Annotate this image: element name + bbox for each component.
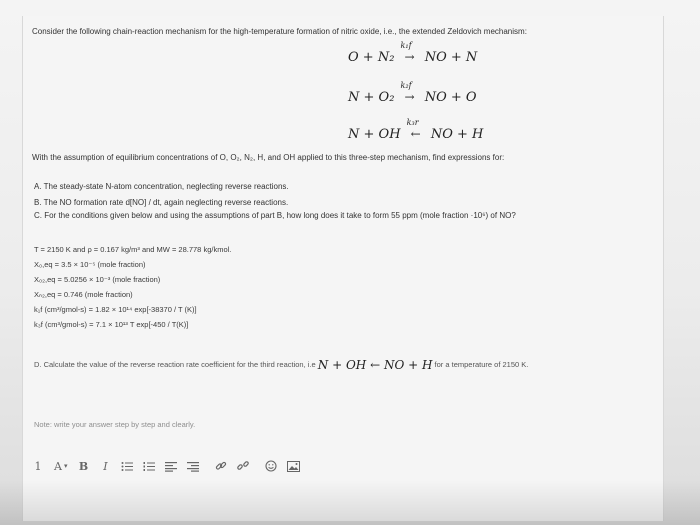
- photo-shadow: [0, 480, 700, 525]
- align-right-icon: [187, 461, 199, 472]
- part-c: C. For the conditions given below and using the assumptions of part B, how long does it take to form 55 ppm (mole fraction ·10⁶) of NO?: [34, 211, 516, 220]
- question-intro: Consider the following chain-reaction mechanism for the high-temperature formation of nitric oxide, i.e., the extended Zeldovich mechanism:: [32, 27, 527, 36]
- condition-x-o2-eq: X₀₂,eq = 5.0256 × 10⁻³ (mole fraction): [34, 275, 161, 284]
- image-icon: [287, 461, 300, 472]
- link-icon: [215, 460, 227, 472]
- reaction-3: [348, 118, 484, 142]
- unlink-icon: [237, 460, 249, 472]
- reaction-2-lhs: N + O₂: [348, 90, 395, 105]
- editor-toolbar: [32, 455, 332, 477]
- numbered-list-button[interactable]: [143, 459, 155, 473]
- paragraph-button[interactable]: [32, 459, 44, 473]
- reaction-1-lhs: O + N₂: [348, 50, 395, 65]
- paragraph-icon: 1: [34, 459, 42, 473]
- condition-temperature: T = 2150 K and ρ = 0.167 kg/m³ and MW = 28.778 kg/kmol.: [34, 245, 232, 254]
- reaction-2-rhs: NO + O: [424, 90, 477, 105]
- part-d-prefix: D. Calculate the value of the reverse reaction rate coefficient for the third reaction, i.e: [34, 360, 316, 369]
- reaction-1-rhs: NO + N: [424, 50, 478, 65]
- reaction-1: [348, 41, 478, 65]
- font-color-icon: A: [54, 459, 62, 473]
- link-button[interactable]: [215, 459, 227, 473]
- italic-button[interactable]: [99, 459, 111, 473]
- reaction-3-rate-constant: k₃r: [406, 118, 419, 127]
- condition-x-n2-eq: Xₙ₂,eq = 0.746 (mole fraction): [34, 290, 133, 299]
- align-left-icon: [165, 461, 177, 472]
- reaction-3-rhs: NO + H: [430, 127, 484, 142]
- part-d-equation: N + OH ← NO + H: [317, 358, 433, 372]
- bulleted-list-icon: [121, 461, 133, 472]
- answer-note: Note: write your answer step by step and clearly.: [34, 420, 196, 429]
- font-color-button[interactable]: [54, 459, 67, 473]
- reaction-2-rate-constant: k₂f: [400, 81, 412, 90]
- align-left-button[interactable]: [165, 459, 177, 473]
- condition-k3f: k₃f (cm³/gmol-s) = 7.1 × 10¹³ T exp[-450 / T(K)]: [34, 320, 189, 329]
- part-a: A. The steady-state N-atom concentration, neglecting reverse reactions.: [34, 182, 289, 191]
- part-d-suffix: for a temperature of 2150 K.: [434, 360, 529, 369]
- right-arrow-icon: →: [404, 90, 415, 104]
- reaction-3-lhs: N + OH: [348, 127, 401, 142]
- part-b: B. The NO formation rate d[NO] / dt, again neglecting reverse reactions.: [34, 198, 289, 207]
- condition-k1f: k₁f (cm³/gmol-s) = 1.82 × 10¹⁴ exp[-38370 / T (K)]: [34, 305, 197, 314]
- left-arrow-icon: ←: [410, 127, 421, 141]
- condition-x-o-eq: X₀,eq = 3.5 × 10⁻⁵ (mole fraction): [34, 260, 146, 269]
- assumption-text: With the assumption of equilibrium concentrations of O, O₂, N₂, H, and OH applied to this three-step mechanism, find expressions for:: [32, 153, 505, 162]
- reaction-2: [348, 81, 477, 105]
- right-arrow-icon: →: [404, 50, 415, 64]
- bold-icon: B: [78, 459, 89, 473]
- chevron-down-icon: ▾: [63, 462, 68, 470]
- italic-icon: I: [103, 459, 108, 473]
- unlink-button[interactable]: [237, 459, 249, 473]
- numbered-list-icon: [143, 461, 155, 472]
- bulleted-list-button[interactable]: [121, 459, 133, 473]
- emoji-button[interactable]: [265, 459, 277, 473]
- bold-button[interactable]: [77, 459, 89, 473]
- insert-image-button[interactable]: [287, 459, 300, 473]
- reaction-1-rate-constant: k₁f: [400, 41, 412, 50]
- align-right-button[interactable]: [187, 459, 199, 473]
- emoji-icon: [265, 460, 277, 472]
- part-d: [34, 356, 528, 370]
